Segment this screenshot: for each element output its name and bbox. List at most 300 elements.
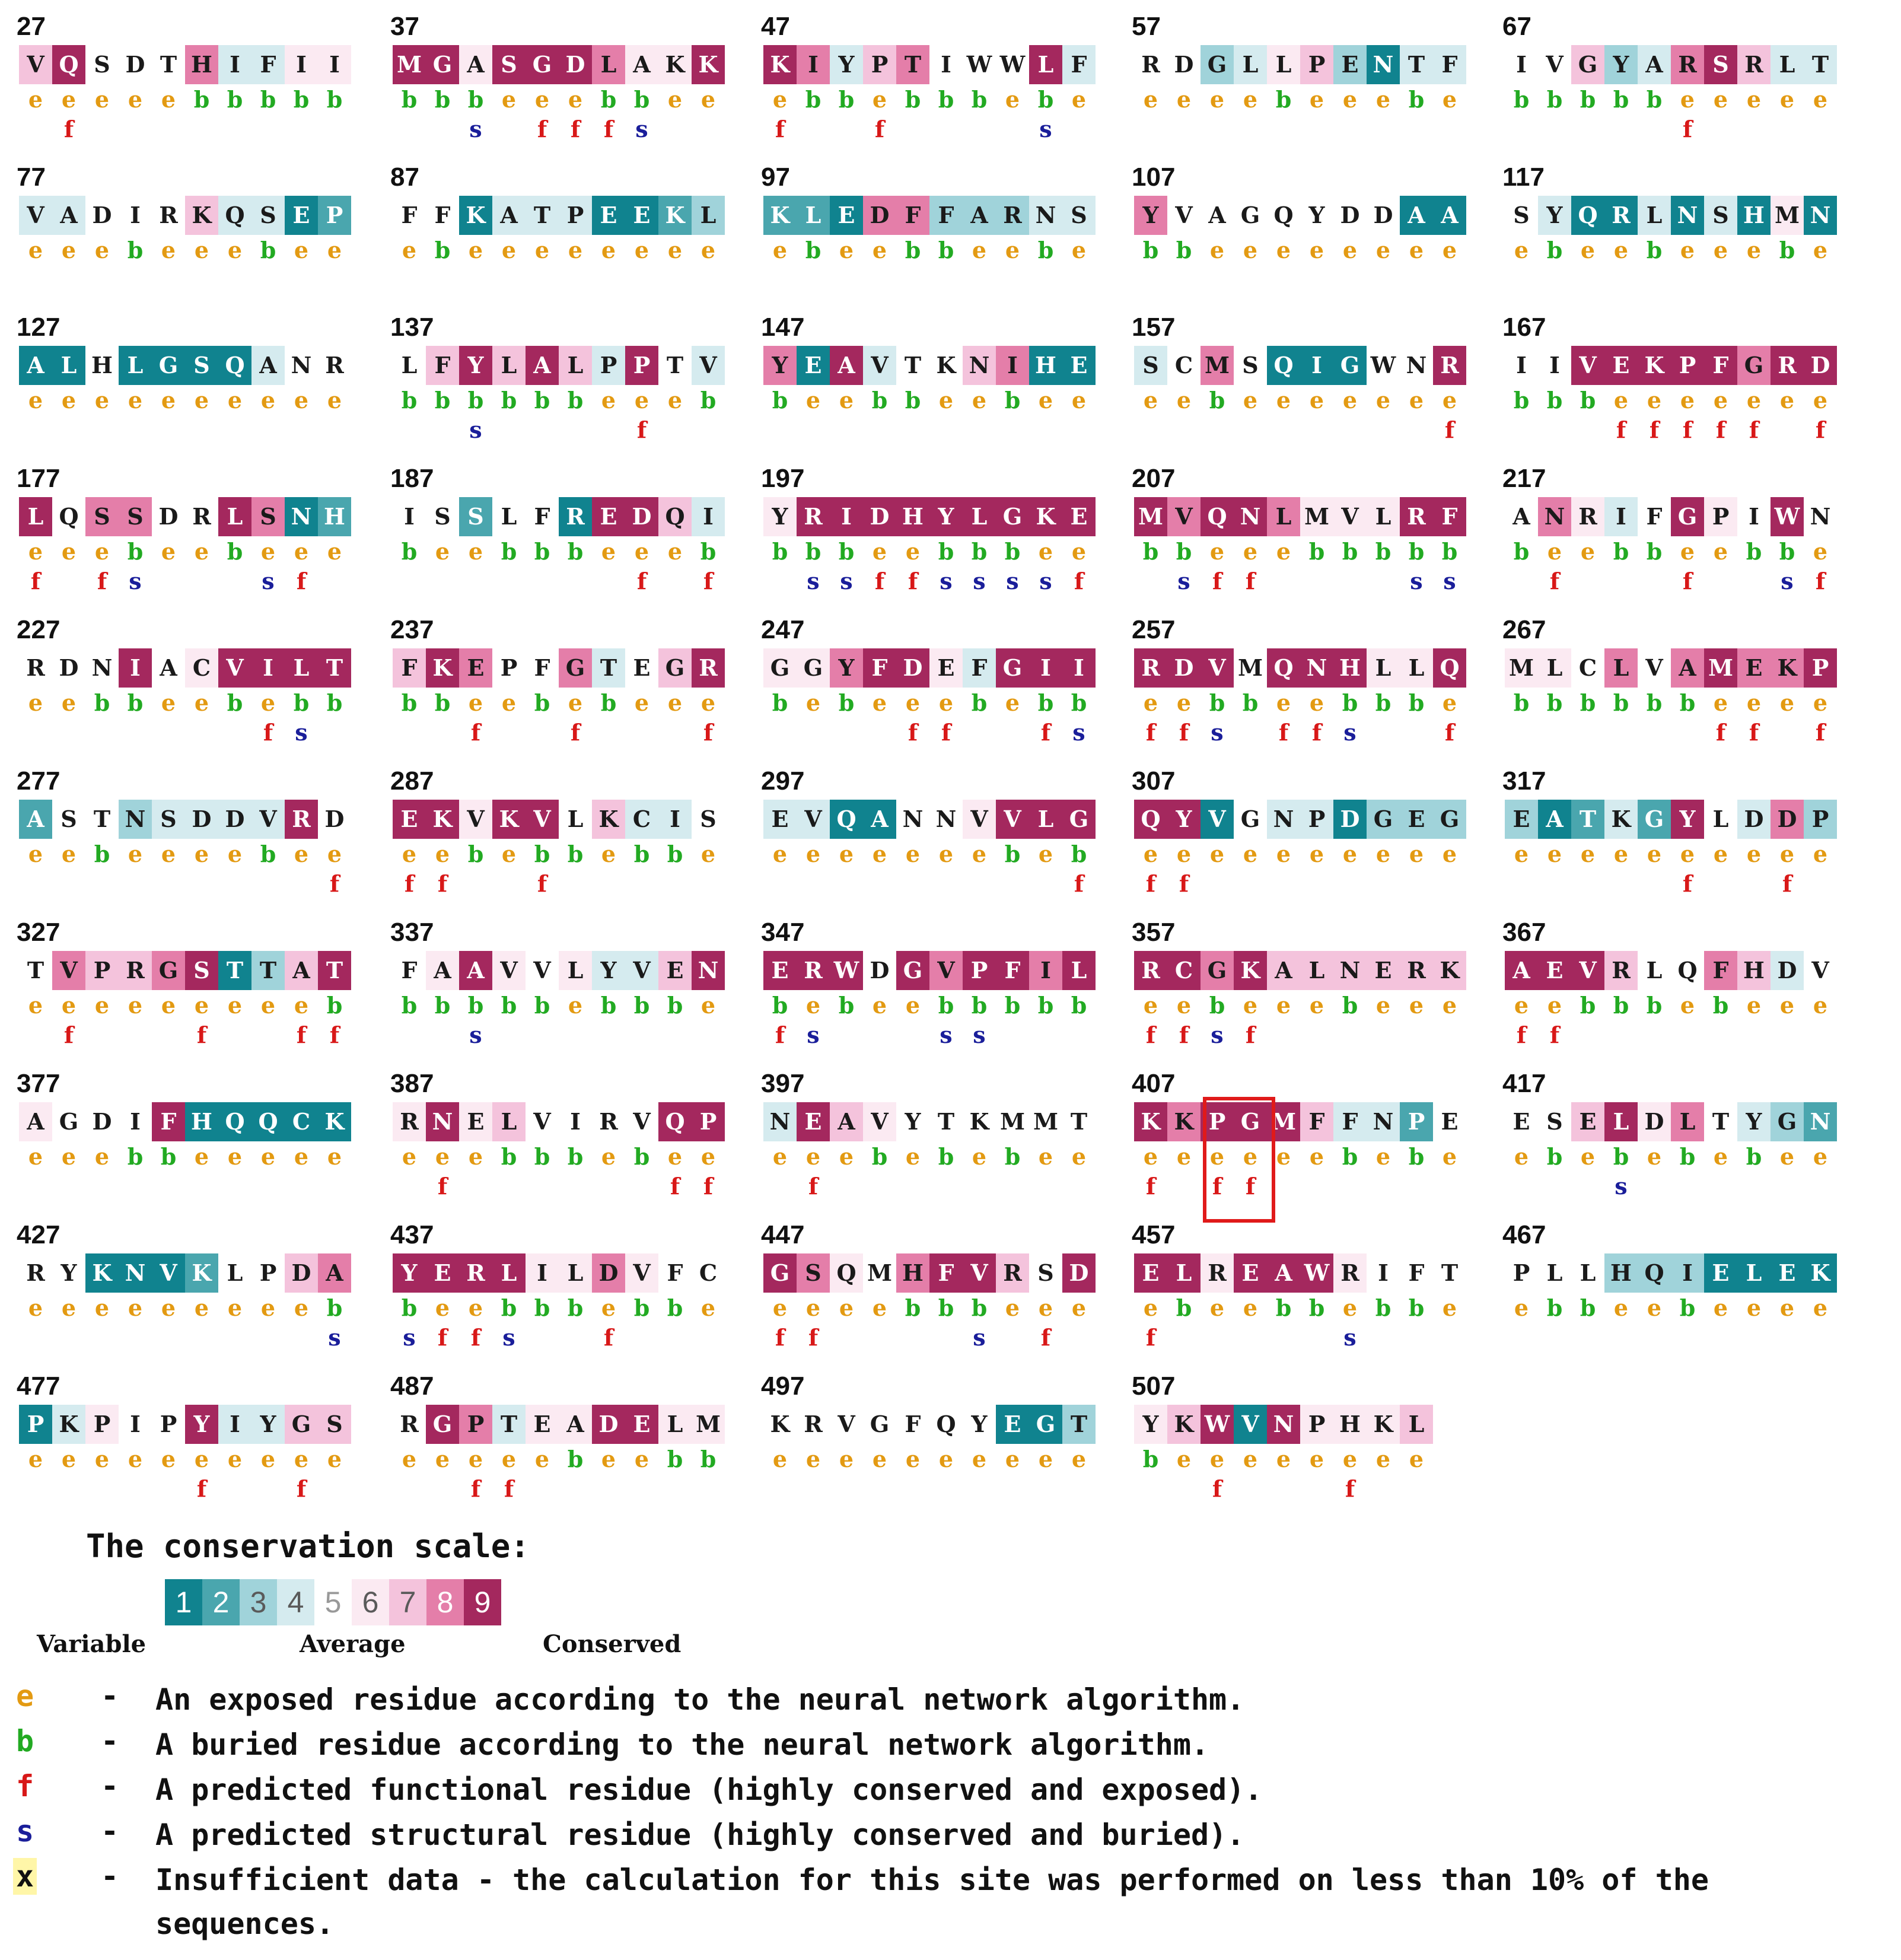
residue-cell: H (1737, 951, 1771, 990)
residue-cell: V (625, 1253, 658, 1293)
residue-cell: L (492, 1253, 526, 1293)
residue-cell: N (1804, 196, 1837, 235)
exposed-marker: e (1409, 1446, 1424, 1472)
buried-marker: b (633, 1143, 650, 1170)
residue-cell: E (393, 800, 426, 839)
empty-marker (1267, 116, 1300, 145)
empty-marker (625, 1325, 658, 1353)
residue-cell: A (1267, 951, 1300, 990)
residue-cell: E (526, 1405, 559, 1444)
residue-cell: I (1538, 346, 1571, 385)
residue-cell: G (426, 45, 459, 84)
empty-marker (1604, 267, 1638, 295)
buried-marker: b (1712, 992, 1729, 1019)
empty-marker (1333, 417, 1367, 446)
exposed-marker: e (1547, 992, 1562, 1019)
empty-marker (459, 871, 492, 899)
exposed-marker: e (28, 538, 43, 565)
residue-cell: V (1201, 800, 1234, 839)
empty-marker (1704, 871, 1737, 899)
residue-cell: K (1167, 1102, 1201, 1141)
residue-cell: S (119, 497, 152, 536)
burial-row (1134, 690, 1466, 720)
empty-marker (1571, 720, 1604, 748)
exposed-marker: e (772, 841, 788, 867)
residue-cell: F (1300, 1102, 1333, 1141)
residue-cell: E (1062, 497, 1096, 536)
exposed-marker: e (1442, 237, 1457, 263)
residue-row (393, 497, 725, 536)
residue-cell: V (251, 800, 285, 839)
exposed-marker: e (1680, 86, 1695, 113)
residue-cell: K (426, 648, 459, 688)
residue-position-number: 507 (1132, 1372, 1176, 1401)
residue-cell: Y (963, 1405, 996, 1444)
empty-marker (592, 871, 625, 899)
residue-position-number: 237 (390, 615, 434, 644)
residue-cell: D (85, 196, 119, 235)
buried-marker: b (1408, 1143, 1425, 1170)
residue-cell: V (218, 648, 251, 688)
empty-marker (1704, 1325, 1737, 1353)
residue-cell: V (152, 1253, 185, 1293)
residue-cell: I (119, 1405, 152, 1444)
empty-marker (526, 720, 559, 748)
residue-row (393, 45, 725, 84)
residue-cell: D (1638, 1102, 1671, 1141)
residue-cell: H (896, 1253, 929, 1293)
sequence-block (12, 161, 368, 298)
residue-cell: N (929, 800, 963, 839)
exposed-marker: e (1442, 841, 1457, 867)
residue-cell: G (526, 45, 559, 84)
empty-marker (1737, 568, 1771, 597)
residue-cell: R (592, 1102, 625, 1141)
residue-cell: S (1062, 196, 1096, 235)
exposed-marker: e (1647, 841, 1662, 867)
residue-cell: P (863, 45, 896, 84)
empty-marker (85, 720, 119, 748)
buried-marker: b (1375, 689, 1391, 716)
residue-cell: I (1604, 497, 1638, 536)
exposed-marker: e (227, 1294, 243, 1321)
empty-marker (863, 267, 896, 295)
residue-cell: G (797, 648, 830, 688)
buried-marker: b (434, 689, 451, 716)
empty-marker (19, 116, 52, 145)
residue-cell: V (1167, 196, 1201, 235)
buried-marker: b (567, 538, 584, 565)
residue-cell: D (1062, 1253, 1096, 1293)
empty-marker (1433, 871, 1466, 899)
empty-marker (251, 1325, 285, 1353)
residue-cell: E (797, 1102, 830, 1141)
residue-cell: L (1638, 196, 1671, 235)
residue-cell: V (963, 1253, 996, 1293)
residue-cell: L (393, 346, 426, 385)
exposed-marker: e (194, 1446, 209, 1472)
residue-cell: K (592, 800, 625, 839)
functional-marker: f (437, 1324, 448, 1351)
prediction-row (393, 1476, 725, 1504)
residue-cell: K (1134, 1102, 1167, 1141)
exposed-marker: e (294, 1294, 309, 1321)
empty-marker (218, 720, 251, 748)
residue-cell: P (459, 1405, 492, 1444)
residue-row (393, 1253, 725, 1293)
functional-marker: f (603, 1324, 614, 1351)
buried-marker: b (127, 689, 144, 716)
buried-marker: b (938, 1143, 954, 1170)
empty-marker (285, 417, 318, 446)
residue-cell: D (1167, 648, 1201, 688)
empty-marker (52, 417, 85, 446)
empty-marker (152, 1022, 185, 1051)
residue-cell: Q (218, 1102, 251, 1141)
empty-marker (318, 116, 351, 145)
empty-marker (85, 267, 119, 295)
functional-marker: f (703, 568, 714, 594)
residue-cell: E (1400, 800, 1433, 839)
burial-row (1505, 387, 1837, 417)
residue-cell: V (1538, 45, 1571, 84)
residue-cell: G (763, 648, 797, 688)
burial-row (1505, 1295, 1837, 1325)
structural-marker: s (469, 416, 482, 443)
functional-marker: f (1682, 568, 1693, 594)
residue-position-number: 457 (1132, 1220, 1176, 1249)
exposed-marker: e (1813, 387, 1828, 413)
sequence-block (1127, 1068, 1483, 1204)
residue-cell: N (963, 346, 996, 385)
residue-cell: M (393, 45, 426, 84)
empty-marker (1804, 871, 1837, 899)
buried-marker: b (1441, 538, 1458, 565)
residue-cell: F (426, 346, 459, 385)
residue-cell: P (559, 196, 592, 235)
residue-cell: D (52, 648, 85, 688)
exposed-marker: e (260, 387, 276, 413)
exposed-marker: e (1680, 841, 1695, 867)
exposed-marker: e (1547, 538, 1562, 565)
residue-position-number: 427 (17, 1220, 60, 1249)
prediction-row (1505, 267, 1837, 295)
residue-cell: Y (830, 45, 863, 84)
residue-cell: F (929, 196, 963, 235)
exposed-marker: e (1243, 1294, 1258, 1321)
buried-marker: b (326, 86, 343, 113)
exposed-marker: e (905, 1446, 921, 1472)
residue-cell: R (1604, 196, 1638, 235)
exposed-marker: e (1071, 1143, 1087, 1170)
empty-marker (559, 1325, 592, 1353)
sequence-block (386, 614, 741, 750)
buried-marker: b (1037, 992, 1054, 1019)
empty-marker (218, 1022, 251, 1051)
residue-cell: I (119, 648, 152, 688)
buried-marker: b (1071, 841, 1087, 867)
exposed-marker: e (94, 86, 110, 113)
empty-marker (963, 871, 996, 899)
sequence-block (386, 1370, 741, 1507)
prediction-row (393, 568, 725, 597)
buried-marker: b (838, 992, 855, 1019)
empty-marker (1604, 720, 1638, 748)
empty-marker (592, 1022, 625, 1051)
residue-cell: P (152, 1405, 185, 1444)
key-symbol-x: x (13, 1858, 37, 1895)
empty-marker (251, 1173, 285, 1202)
empty-marker (797, 116, 830, 145)
structural-marker: s (328, 1324, 341, 1351)
residue-cell: T (19, 951, 52, 990)
residue-cell: P (251, 1253, 285, 1293)
residue-position-number: 477 (17, 1372, 60, 1401)
exposed-marker: e (1243, 992, 1258, 1019)
buried-marker: b (567, 1143, 584, 1170)
residue-cell: Y (830, 648, 863, 688)
residue-cell: P (85, 1405, 119, 1444)
empty-marker (996, 417, 1029, 446)
exposed-marker: e (1209, 1143, 1225, 1170)
empty-marker (152, 1325, 185, 1353)
empty-marker (285, 116, 318, 145)
residue-cell: N (896, 800, 929, 839)
empty-marker (1029, 1022, 1062, 1051)
exposed-marker: e (872, 689, 887, 716)
empty-marker (1062, 1325, 1096, 1353)
residue-row (19, 497, 351, 536)
empty-marker (459, 267, 492, 295)
functional-marker: f (1245, 1022, 1256, 1048)
residue-cell: F (526, 648, 559, 688)
empty-marker (1571, 417, 1604, 446)
buried-marker: b (1646, 538, 1663, 565)
empty-marker (251, 1022, 285, 1051)
empty-marker (492, 1022, 526, 1051)
residue-cell: Q (658, 497, 692, 536)
exposed-marker: e (161, 387, 176, 413)
residue-cell: E (1737, 648, 1771, 688)
residue-cell: E (459, 1102, 492, 1141)
empty-marker (526, 417, 559, 446)
residue-row (19, 346, 351, 385)
buried-marker: b (905, 237, 921, 263)
exposed-marker: e (568, 237, 583, 263)
exposed-marker: e (1176, 86, 1192, 113)
residue-cell: N (1367, 1102, 1400, 1141)
sequence-block (12, 311, 368, 448)
exposed-marker: e (1176, 992, 1192, 1019)
exposed-marker: e (1243, 237, 1258, 263)
exposed-marker: e (1514, 1143, 1529, 1170)
key-dash: - (101, 1814, 119, 1848)
empty-marker (1538, 871, 1571, 899)
key-text-functional: A predicted functional residue (highly conserved and exposed). (155, 1773, 1263, 1807)
residue-cell: P (1671, 346, 1704, 385)
empty-marker (996, 871, 1029, 899)
buried-marker: b (1408, 689, 1425, 716)
residue-cell: F (1333, 1102, 1367, 1141)
residue-cell: R (19, 1253, 52, 1293)
prediction-row (19, 1022, 351, 1051)
exposed-marker: e (1779, 86, 1795, 113)
functional-marker: f (1616, 416, 1626, 443)
empty-marker (929, 1476, 963, 1504)
buried-marker: b (971, 1294, 988, 1321)
exposed-marker: e (1342, 237, 1358, 263)
empty-marker (52, 568, 85, 597)
residue-cell: H (318, 497, 351, 536)
exposed-marker: e (1309, 841, 1324, 867)
structural-marker: s (1006, 568, 1019, 594)
exposed-marker: e (1209, 841, 1225, 867)
exposed-marker: e (1813, 992, 1828, 1019)
residue-cell: H (85, 346, 119, 385)
residue-cell: N (1234, 497, 1267, 536)
residue-cell: D (1333, 800, 1367, 839)
buried-marker: b (326, 689, 343, 716)
empty-marker (1433, 1022, 1466, 1051)
exposed-marker: e (1176, 1143, 1192, 1170)
buried-marker: b (1679, 1143, 1696, 1170)
residue-cell: V (963, 800, 996, 839)
exposed-marker: e (501, 86, 517, 113)
empty-marker (592, 417, 625, 446)
prediction-row (19, 1173, 351, 1202)
residue-cell: E (1538, 951, 1571, 990)
residue-cell: W (996, 45, 1029, 84)
exposed-marker: e (1276, 1143, 1291, 1170)
functional-marker: f (537, 116, 547, 142)
empty-marker (285, 871, 318, 899)
sequence-block (756, 311, 1112, 448)
residue-cell: D (1737, 800, 1771, 839)
empty-marker (492, 720, 526, 748)
sequence-block (1498, 765, 1854, 902)
empty-marker (1638, 720, 1671, 748)
residue-cell: M (692, 1405, 725, 1444)
exposed-marker: e (1713, 387, 1728, 413)
exposed-marker: e (435, 538, 450, 565)
empty-marker (929, 417, 963, 446)
residue-cell: L (285, 648, 318, 688)
residue-cell: R (119, 951, 152, 990)
buried-marker: b (1746, 1143, 1762, 1170)
exposed-marker: e (772, 86, 788, 113)
buried-marker: b (633, 992, 650, 1019)
empty-marker (1234, 116, 1267, 145)
buried-marker: b (1142, 237, 1159, 263)
exposed-marker: e (28, 841, 43, 867)
residue-row (393, 196, 725, 235)
exposed-marker: e (1276, 1446, 1291, 1472)
residue-cell: L (1737, 1253, 1771, 1293)
exposed-marker: e (468, 689, 483, 716)
empty-marker (1029, 1476, 1062, 1504)
exposed-marker: e (1442, 1294, 1457, 1321)
exposed-marker: e (1746, 387, 1762, 413)
residue-row (1134, 648, 1466, 688)
empty-marker (1538, 1173, 1571, 1202)
empty-marker (559, 871, 592, 899)
buried-marker: b (971, 689, 988, 716)
empty-marker (1300, 871, 1333, 899)
empty-marker (1062, 1173, 1096, 1202)
residue-cell: P (1400, 1102, 1433, 1141)
buried-marker: b (1275, 1294, 1292, 1321)
residue-cell: E (1571, 1102, 1604, 1141)
buried-marker: b (1142, 538, 1159, 565)
residue-cell: R (1771, 346, 1804, 385)
sequence-block (1498, 917, 1854, 1053)
exposed-marker: e (402, 1143, 417, 1170)
residue-cell: S (459, 497, 492, 536)
empty-marker (1538, 417, 1571, 446)
residue-cell: P (1201, 1102, 1234, 1141)
residue-cell: H (896, 497, 929, 536)
empty-marker (119, 1476, 152, 1504)
functional-marker: f (775, 1022, 785, 1048)
empty-marker (1704, 116, 1737, 145)
exposed-marker: e (1038, 841, 1053, 867)
empty-marker (318, 267, 351, 295)
empty-marker (1505, 1173, 1538, 1202)
empty-marker (85, 1325, 119, 1353)
empty-marker (830, 871, 863, 899)
empty-marker (830, 1325, 863, 1353)
residue-position-number: 387 (390, 1069, 434, 1098)
buried-marker: b (700, 538, 717, 565)
prediction-row (1134, 267, 1466, 295)
structural-marker: s (840, 568, 853, 594)
residue-cell: L (797, 196, 830, 235)
empty-marker (1400, 1476, 1433, 1504)
exposed-marker: e (601, 538, 616, 565)
exposed-marker: e (872, 237, 887, 263)
residue-cell: A (285, 951, 318, 990)
functional-marker: f (1444, 416, 1455, 443)
exposed-marker: e (1071, 1446, 1087, 1472)
burial-row (19, 237, 351, 267)
residue-row (1505, 45, 1837, 84)
exposed-marker: e (28, 992, 43, 1019)
residue-cell: A (318, 1253, 351, 1293)
functional-marker: f (1145, 1173, 1156, 1199)
exposed-marker: e (839, 237, 854, 263)
burial-row (763, 992, 1096, 1022)
buried-marker: b (1071, 992, 1087, 1019)
residue-cell: S (1538, 1102, 1571, 1141)
empty-marker (1029, 1173, 1062, 1202)
exposed-marker: e (872, 992, 887, 1019)
empty-marker (185, 720, 218, 748)
empty-marker (1062, 417, 1096, 446)
residue-cell: G (1234, 1102, 1267, 1141)
empty-marker (1737, 116, 1771, 145)
buried-marker: b (1242, 689, 1259, 716)
residue-cell: P (592, 346, 625, 385)
residue-cell: C (185, 648, 218, 688)
exposed-marker: e (1309, 1143, 1324, 1170)
exposed-marker: e (1375, 1446, 1391, 1472)
residue-cell: L (559, 1253, 592, 1293)
residue-row (1134, 45, 1466, 84)
buried-marker: b (1613, 992, 1629, 1019)
residue-cell: A (625, 45, 658, 84)
residue-row (1134, 497, 1466, 536)
residue-cell: D (218, 800, 251, 839)
